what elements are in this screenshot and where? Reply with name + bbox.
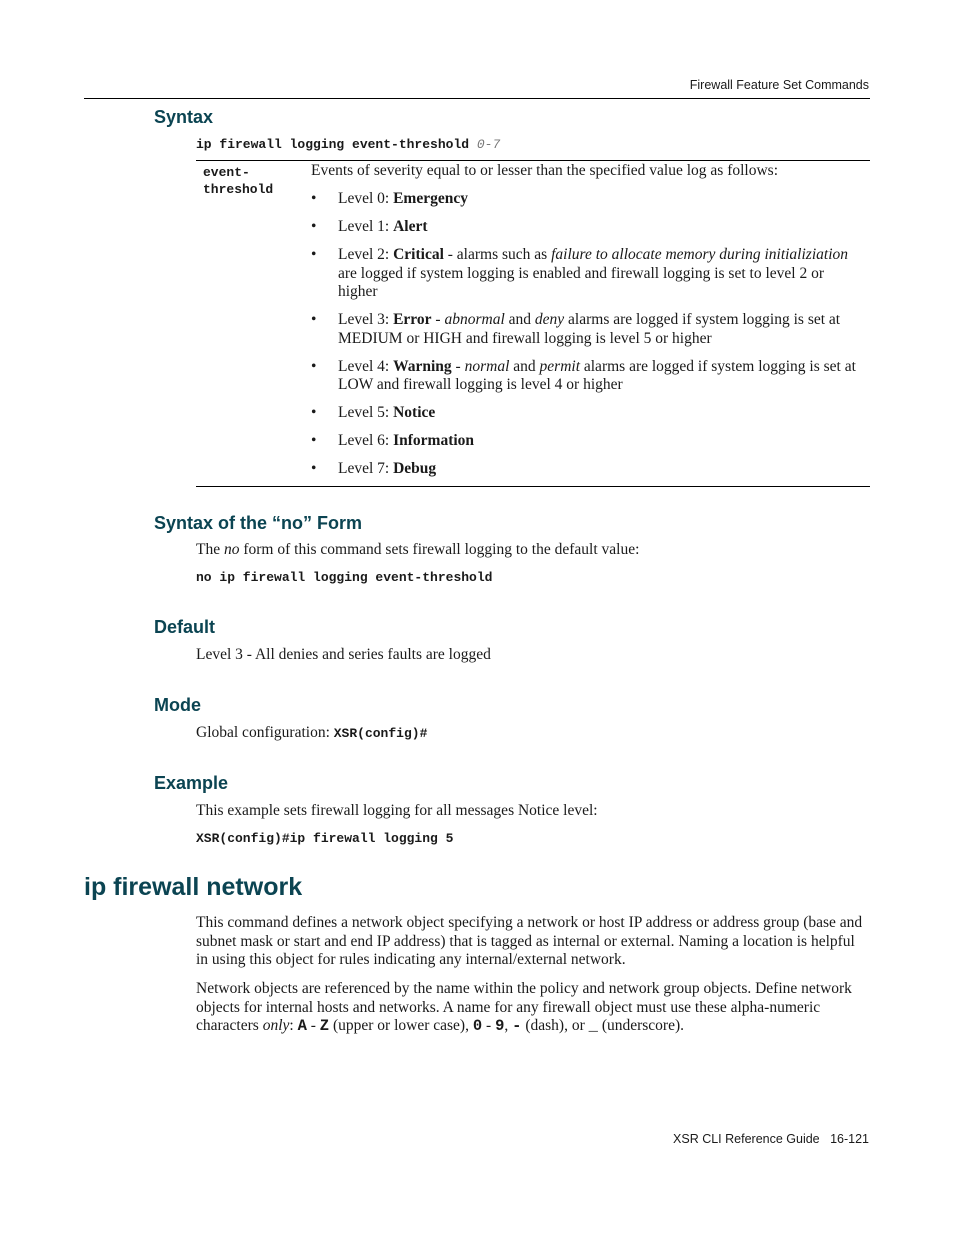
bullet-icon: •: [311, 190, 317, 207]
bullet-icon: •: [311, 357, 317, 375]
level-prefix: Level 7:: [338, 460, 394, 477]
level-text: and: [504, 311, 535, 328]
bullet-icon: •: [311, 246, 317, 263]
footer-guide-title: XSR CLI Reference Guide: [673, 1132, 820, 1146]
level-prefix: Level 2:: [338, 246, 394, 263]
param-table-bottom-rule: [196, 486, 870, 487]
paragraph-text: (upper or lower case),: [329, 1017, 473, 1034]
param-name-line2: threshold: [203, 182, 274, 197]
example-command: XSR(config)#ip firewall logging 5: [196, 831, 454, 846]
page-footer: [673, 1132, 869, 1146]
syntax-command: [196, 137, 500, 152]
level-name: Critical: [393, 246, 444, 263]
running-header: Firewall Feature Set Commands: [689, 78, 869, 92]
level-prefix: Level 5:: [338, 404, 394, 421]
list-item: [311, 218, 866, 237]
paragraph-text: (dash), or: [521, 1017, 589, 1034]
example-text: This example sets firewall logging for all messages Notice level:: [196, 802, 598, 819]
level-prefix: Level 4:: [338, 357, 394, 375]
list-item: [311, 460, 866, 479]
mode-heading: Mode: [154, 695, 201, 715]
list-item: [311, 432, 866, 451]
mode-label: Global configuration:: [196, 724, 334, 741]
command-title: ip firewall network: [84, 873, 303, 901]
allowed-char: 9: [495, 1017, 505, 1035]
allowed-char: _: [588, 1017, 598, 1035]
default-heading: Default: [154, 617, 216, 637]
no-form-description: [196, 541, 639, 560]
syntax-argument: 0-7: [476, 137, 501, 152]
level-text: - alarms such as: [443, 246, 552, 263]
network-paragraph-2: [196, 980, 870, 1036]
level-emphasis: abnormal: [444, 311, 505, 328]
param-table-top-rule: [196, 160, 870, 161]
paragraph-text: -: [482, 1017, 496, 1034]
paragraph-emphasis: only: [262, 1017, 290, 1034]
bullet-icon: •: [311, 432, 317, 449]
level-emphasis: failure to allocate memory during initializiation: [551, 246, 848, 263]
level-emphasis: normal: [464, 357, 510, 375]
level-prefix: Level 3:: [338, 311, 394, 328]
list-item: [311, 404, 866, 423]
no-form-text: form of this command sets firewall logging to the default value:: [239, 541, 640, 558]
level-name: Emergency: [393, 190, 468, 207]
allowed-char: Z: [319, 1017, 330, 1035]
page-number: 16-121: [830, 1132, 869, 1146]
no-form-emphasis: no: [223, 541, 240, 558]
param-name: [203, 164, 273, 198]
level-text: -: [451, 357, 465, 375]
header-rule: [84, 98, 870, 99]
bullet-icon: •: [311, 311, 317, 328]
list-item: [311, 190, 866, 209]
list-item: [311, 311, 866, 348]
level-name: Debug: [393, 460, 437, 477]
network-paragraph-1: This command defines a network object specifying a network or host IP address or address group (base and subnet mask or start and end IP address) that is tagged as internal or external. Naming a location is helpful in using this object for rules indicating any internal/external network.: [196, 914, 863, 968]
level-text: -: [431, 311, 445, 328]
bullet-icon: •: [311, 404, 317, 421]
bullet-icon: •: [311, 460, 317, 477]
level-name: Error: [393, 311, 432, 328]
level-name: Notice: [393, 404, 436, 421]
level-name: Information: [393, 432, 475, 449]
paragraph-text: Network objects are referenced by the name within the policy and network group objects. Define network objects for internal hosts and networks. A name for any firewall object must use these alpha-numeric characters: [196, 980, 852, 1034]
syntax-heading: Syntax: [154, 107, 214, 127]
no-form-command: no ip firewall logging event-threshold: [196, 570, 493, 585]
level-text: are logged if system logging is enabled and firewall logging is set to level 2 or higher: [338, 264, 824, 300]
paragraph-text: :: [289, 1017, 298, 1034]
level-emphasis: deny: [534, 311, 565, 328]
level-name: Warning: [393, 357, 452, 375]
example-heading: Example: [154, 773, 229, 793]
level-emphasis: permit: [539, 357, 580, 375]
no-form-text: The: [196, 541, 224, 558]
level-prefix: Level 6:: [338, 432, 394, 449]
mode-text: [196, 724, 427, 744]
paragraph-text: (underscore).: [597, 1017, 685, 1034]
list-item: [311, 358, 866, 395]
default-text: Level 3 - All denies and series faults are logged: [196, 646, 491, 663]
level-prefix: Level 1:: [338, 218, 394, 235]
level-text: alarms are logged if system logging is set at MEDIUM or HIGH and firewall logging is level 5 or higher: [338, 311, 841, 347]
mode-prompt: XSR(config)#: [333, 726, 428, 741]
level-text: and: [509, 357, 540, 375]
severity-level-list: [311, 190, 866, 479]
list-item: [311, 246, 866, 302]
bullet-icon: •: [311, 218, 317, 235]
allowed-char: 0: [472, 1017, 483, 1035]
param-name-line1: event-: [203, 165, 250, 180]
syntax-command-text: ip firewall logging event-threshold: [196, 137, 470, 152]
paragraph-text: -: [306, 1017, 320, 1034]
level-prefix: Level 0:: [338, 190, 394, 207]
param-description: Events of severity equal to or lesser than the specified value log as follows:: [311, 162, 779, 179]
level-name: Alert: [393, 218, 428, 235]
level-text: alarms are logged if system logging is set at LOW and firewall logging is level 4 or higher: [338, 357, 856, 393]
allowed-char: -: [512, 1017, 522, 1035]
allowed-char: A: [297, 1017, 307, 1035]
no-form-heading: Syntax of the “no” Form: [154, 513, 363, 533]
paragraph-text: ,: [504, 1017, 513, 1034]
